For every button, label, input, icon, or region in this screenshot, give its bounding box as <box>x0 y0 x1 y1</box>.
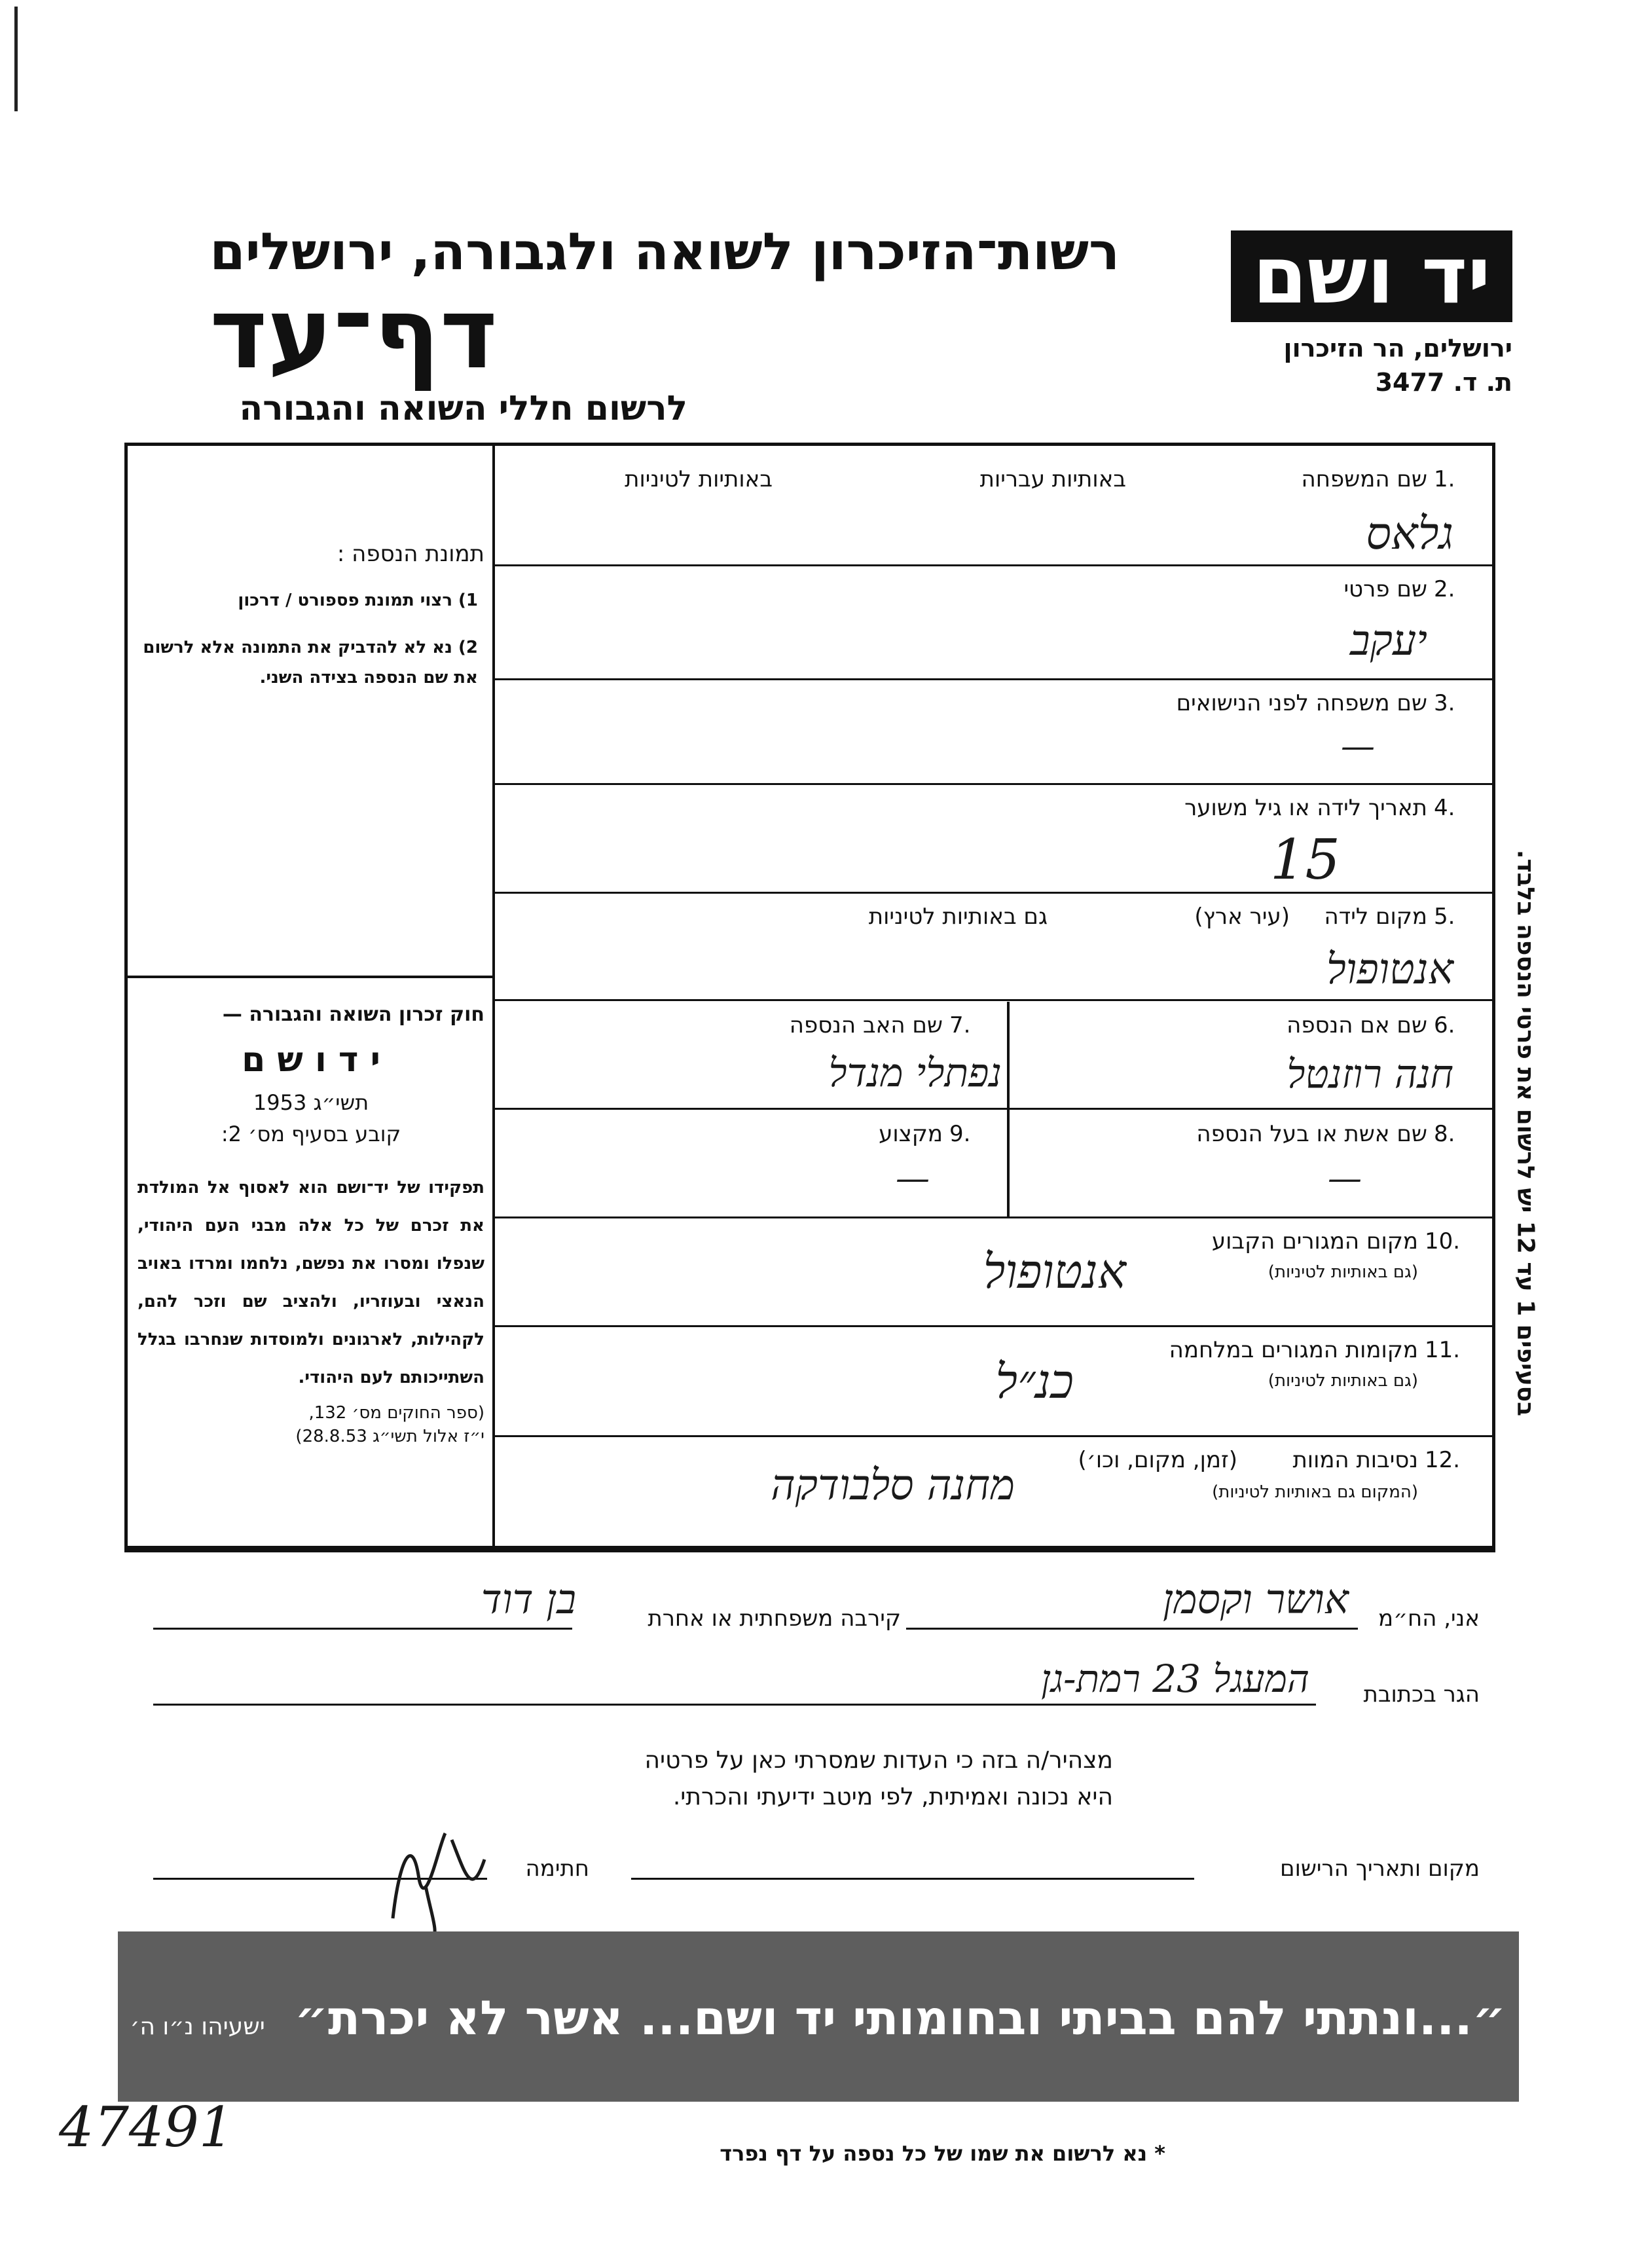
field-2-value[interactable]: יעקב <box>1349 617 1427 665</box>
field-9-number: 9. <box>949 1121 971 1147</box>
statement-line-2: היא נכונה ואמיתית, לפי מיטב ידיעתי והכרתי. <box>672 1783 1113 1810</box>
row-divider <box>492 1216 1495 1218</box>
field-11-value[interactable]: כנ״ל <box>995 1354 1074 1409</box>
scan-mark <box>14 7 18 111</box>
field-2-label: שם פרטי <box>1343 576 1427 602</box>
field-11-number: 11. <box>1425 1337 1461 1363</box>
field-6-number: 6. <box>1434 1012 1455 1038</box>
field-4-value[interactable]: 15 <box>1270 828 1340 892</box>
row-divider <box>492 999 1495 1001</box>
relation-label: קירבה משפחתית או אחרת <box>648 1605 901 1632</box>
relation-value[interactable]: בן דוד <box>481 1575 576 1623</box>
field-3-value[interactable]: — <box>1341 727 1375 766</box>
address-value[interactable]: המעגל 23 רמת-גן <box>1041 1656 1309 1701</box>
field-11-sub: (גם באותיות לטיניות) <box>1268 1371 1418 1391</box>
field-1-number: 1. <box>1434 466 1455 492</box>
logo-address-line1: ירושלים, הר הזיכרון <box>1283 334 1512 363</box>
archive-number: 47491 <box>59 2095 234 2159</box>
address-line <box>153 1704 1316 1706</box>
place-date-label: מקום ותאריך הרישום <box>1280 1856 1480 1882</box>
field-8-label: שם אשת או בעל הנספה <box>1196 1121 1427 1147</box>
photo-note-2: 2) נא לא להדביק את התמונה אלא לרשום את שם הנספה בצידה השני. <box>143 638 478 687</box>
field-12-sub-1: (זמן, מקום, וכו׳) <box>1078 1447 1237 1473</box>
field-9-value[interactable]: — <box>896 1159 930 1198</box>
banner-source: ישעיהו נ״ו ה׳ <box>130 2013 265 2040</box>
field-9-label: מקצוע <box>879 1121 943 1147</box>
field-4-number: 4. <box>1434 795 1455 821</box>
field-2-number: 2. <box>1434 576 1455 602</box>
side-note <box>1506 812 1545 1467</box>
field-1-value[interactable]: גלאס <box>1366 508 1453 560</box>
law-text: תפקידו של יד־ושם הוא לאסוף אל המולדת את זכרם של כל אלה מבני העם היהודי, שנפלו ומסרו את נפשם, נלחמו ומרדו באויב הנאצי ובעוזריו, ולהציב שם וזכר להם, לקהילות, לארגונים ולמוסדות שנחרבו בגלל השתייכותם לעם היהודי. <box>137 1178 484 1387</box>
field-10-value[interactable]: אנטופול <box>983 1244 1126 1299</box>
field-4-label: תאריך לידה או גיל משוער <box>1184 795 1427 821</box>
field-3-number: 3. <box>1434 690 1455 716</box>
field-6-label: שם אם הנספה <box>1287 1012 1427 1038</box>
field-7-number: 7. <box>949 1012 971 1038</box>
field-1-hebrew-hint: באותיות עבריות <box>979 466 1126 492</box>
field-10-number: 10. <box>1425 1228 1461 1254</box>
banner-quote-row <box>131 1990 1506 2045</box>
field-1-latin-hint: באותיות לטיניות <box>625 466 773 492</box>
footer-note: * נא לרשום את שמו של כל נספה על דף נפרד <box>720 2141 1165 2166</box>
signature-mark <box>373 1820 504 1945</box>
field-7-value[interactable]: נפתלי מנדל <box>828 1050 1002 1096</box>
field-8-number: 8. <box>1434 1121 1455 1147</box>
page-subtitle: לרשום חללי השואה והגבורה <box>239 389 687 428</box>
row-divider <box>492 564 1495 566</box>
logo-yad-vashem: יד ושם <box>1231 230 1512 322</box>
statement-line-1: מצהיר/ה בזה כי העדות שמסרתי כאן על פרטיה <box>644 1747 1113 1774</box>
header-org-name: רשות־הזיכרון לשואה ולגבורה, ירושלים <box>210 223 1120 282</box>
field-10-sub: (גם באותיות לטיניות) <box>1268 1262 1418 1282</box>
relation-line <box>153 1628 572 1630</box>
law-ref-1: (ספר החוקים מס׳ 132, <box>308 1403 484 1423</box>
side-note-text: בסעיפים 1 עד 12 יש לרשום את פרטי הנספה בלבד. <box>1512 849 1539 1417</box>
fields-bottom-divider <box>124 1549 1495 1552</box>
declarant-value[interactable]: אושר וקסמן <box>1163 1575 1349 1623</box>
photo-note-1: 1) רצוי תמונת פספורט / דרכון <box>238 591 478 610</box>
row-divider <box>492 1108 1495 1110</box>
row-divider <box>492 892 1495 894</box>
law-clause: קובע בסעיף מס׳ 2: <box>221 1122 401 1146</box>
field-5-sub: (עיר ארץ) <box>1194 904 1290 930</box>
field-12-label: נסיבות המוות <box>1292 1447 1418 1473</box>
photo-label: תמונת הנספה : <box>337 541 484 567</box>
law-heading: חוק זכרון השואה והגבורה — <box>222 1003 484 1026</box>
field-1-label: שם המשפחה <box>1301 466 1427 492</box>
address-label: הגר בכתובת <box>1363 1681 1480 1708</box>
field-5-label: מקום לידה <box>1324 904 1427 930</box>
page-title: דף־עד <box>210 277 498 391</box>
declarant-line <box>906 1628 1358 1630</box>
field-5-latin-hint: גם באותיות לטיניות <box>868 904 1048 930</box>
row-divider <box>492 1435 1495 1437</box>
field-11-label: מקומות המגורים במלחמה <box>1169 1337 1418 1363</box>
field-7-label: שם האב הנספה <box>789 1012 943 1038</box>
field-5-number: 5. <box>1434 904 1455 930</box>
row-divider <box>492 1325 1495 1327</box>
field-12-value[interactable]: מחנה סלבודקה <box>771 1461 1015 1510</box>
banner-quote: ״...ונתתי להם בביתי ובחומותי יד ושם... אשר לא יכרת״ <box>294 1990 1506 2045</box>
law-name: י ד ו ש ם <box>242 1040 380 1080</box>
law-year: תשי״ג 1953 <box>253 1090 369 1115</box>
field-5-value[interactable]: אנטופול <box>1326 945 1453 994</box>
law-box <box>137 1003 484 1446</box>
law-ref-2: י״ז אלול תשי״ג 28.8.53) <box>295 1427 484 1446</box>
field-12-number: 12. <box>1425 1447 1461 1473</box>
rows-6-9-divider <box>1007 1002 1010 1218</box>
left-column-divider <box>492 443 495 1552</box>
signature-label: חתימה <box>525 1856 589 1882</box>
field-12-sub-2: (המקום גם באותיות לטיניות) <box>1212 1482 1418 1502</box>
logo-address-line2: ת. ד. 3477 <box>1375 368 1512 397</box>
field-3-label: שם משפחה לפני הנישואים <box>1176 690 1427 716</box>
declarant-label: אני, הח״מ <box>1378 1605 1480 1632</box>
field-8-value[interactable]: — <box>1328 1159 1362 1198</box>
row-divider <box>492 783 1495 785</box>
field-6-value[interactable]: חנה רוזנטל <box>1287 1052 1453 1097</box>
place-date-line[interactable] <box>631 1878 1194 1880</box>
row-divider <box>492 678 1495 680</box>
photo-law-divider <box>124 976 495 978</box>
field-10-label: מקום המגורים הקבוע <box>1211 1228 1418 1254</box>
